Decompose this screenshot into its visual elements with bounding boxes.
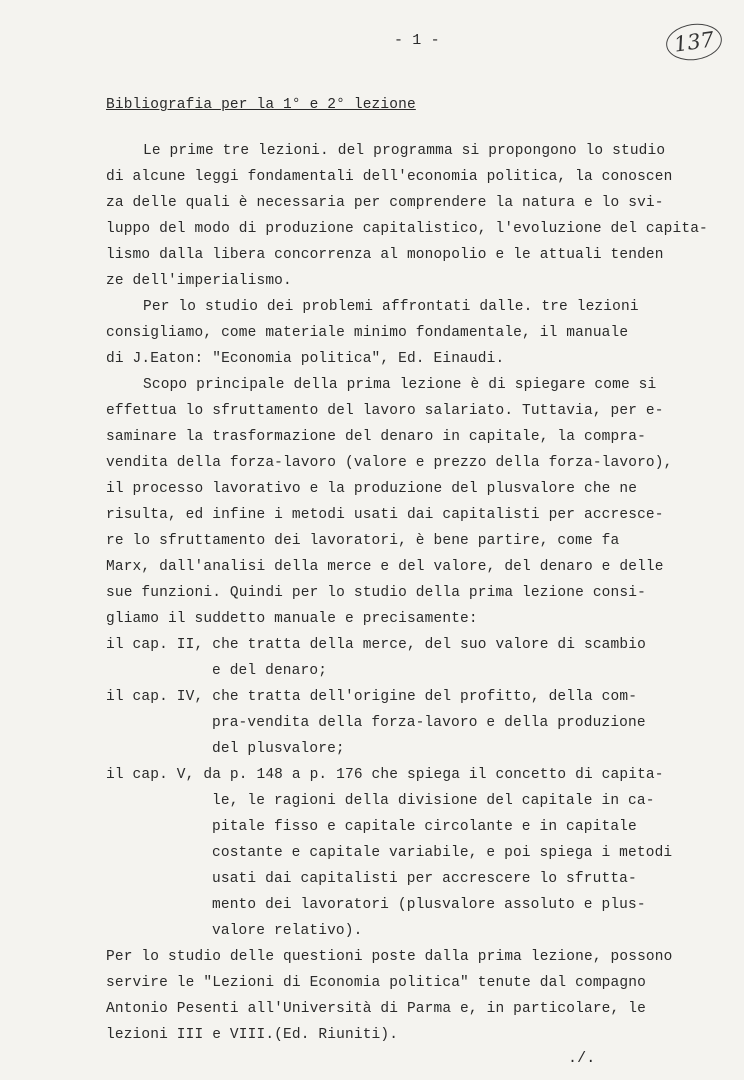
text-line: le, le ragioni della divisione del capitale in ca-: [212, 793, 655, 809]
text-line: za delle quali è necessaria per comprendere la natura e lo svi-: [106, 195, 664, 211]
text-line: di alcune leggi fondamentali dell'economia politica, la conoscen: [106, 169, 673, 185]
text-line: mento dei lavoratori (plusvalore assoluto e plus-: [212, 897, 646, 913]
heading: Bibliografia per la 1° e 2° lezione: [106, 97, 416, 113]
text-line: lezioni III e VIII.(Ed. Riuniti).: [106, 1027, 399, 1043]
text-line: del plusvalore;: [212, 741, 345, 757]
page-number: - 1 -: [394, 32, 440, 49]
text-line: vendita della forza-lavoro (valore e prezzo della forza-lavoro),: [106, 455, 673, 471]
text-line: gliamo il suddetto manuale e precisamente:: [106, 611, 478, 627]
text-line: ze dell'imperialismo.: [106, 273, 292, 289]
text-line: il processo lavorativo e la produzione del plusvalore che ne: [106, 481, 638, 497]
text-line: saminare la trasformazione del denaro in capitale, la compra-: [106, 429, 646, 445]
text-line: sue funzioni. Quindi per lo studio della prima lezione consi-: [106, 585, 646, 601]
text-line: il cap. V, da p. 148 a p. 176 che spiega il concetto di capita-: [106, 767, 664, 783]
archive-number-stamp: 137: [664, 20, 724, 63]
text-line: luppo del modo di produzione capitalistico, l'evoluzione del capita-: [106, 221, 708, 237]
text-line: Le prime tre lezioni. del programma si propongono lo studio: [143, 143, 666, 159]
text-line: pra-vendita della forza-lavoro e della produzione: [212, 715, 646, 731]
text-line: usati dai capitalisti per accrescere lo sfrutta-: [212, 871, 637, 887]
text-line: il cap. IV, che tratta dell'origine del profitto, della com-: [106, 689, 638, 705]
text-line: e del denaro;: [212, 663, 328, 679]
continuation-mark: ./.: [568, 1050, 596, 1067]
text-line: servire le "Lezioni di Economia politica" tenute dal compagno: [106, 975, 646, 991]
text-line: Scopo principale della prima lezione è di spiegare come si: [143, 377, 657, 393]
text-line: il cap. II, che tratta della merce, del suo valore di scambio: [106, 637, 646, 653]
text-line: Per lo studio dei problemi affrontati dalle. tre lezioni: [143, 299, 639, 315]
text-line: lismo dalla libera concorrenza al monopolio e le attuali tenden: [106, 247, 664, 263]
text-line: valore relativo).: [212, 923, 363, 939]
text-line: Per lo studio delle questioni poste dalla prima lezione, possono: [106, 949, 673, 965]
text-line: Antonio Pesenti all'Università di Parma e, in particolare, le: [106, 1001, 646, 1017]
text-line: costante e capitale variabile, e poi spiega i metodi: [212, 845, 673, 861]
text-line: risulta, ed infine i metodi usati dai capitalisti per accresce-: [106, 507, 664, 523]
text-line: consigliamo, come materiale minimo fondamentale, il manuale: [106, 325, 629, 341]
text-line: Marx, dall'analisi della merce e del valore, del denaro e delle: [106, 559, 664, 575]
text-line: pitale fisso e capitale circolante e in capitale: [212, 819, 637, 835]
text-line: di J.Eaton: "Economia politica", Ed. Einaudi.: [106, 351, 505, 367]
text-line: effettua lo sfruttamento del lavoro salariato. Tuttavia, per e-: [106, 403, 664, 419]
text-line: re lo sfruttamento dei lavoratori, è bene partire, come fa: [106, 533, 620, 549]
